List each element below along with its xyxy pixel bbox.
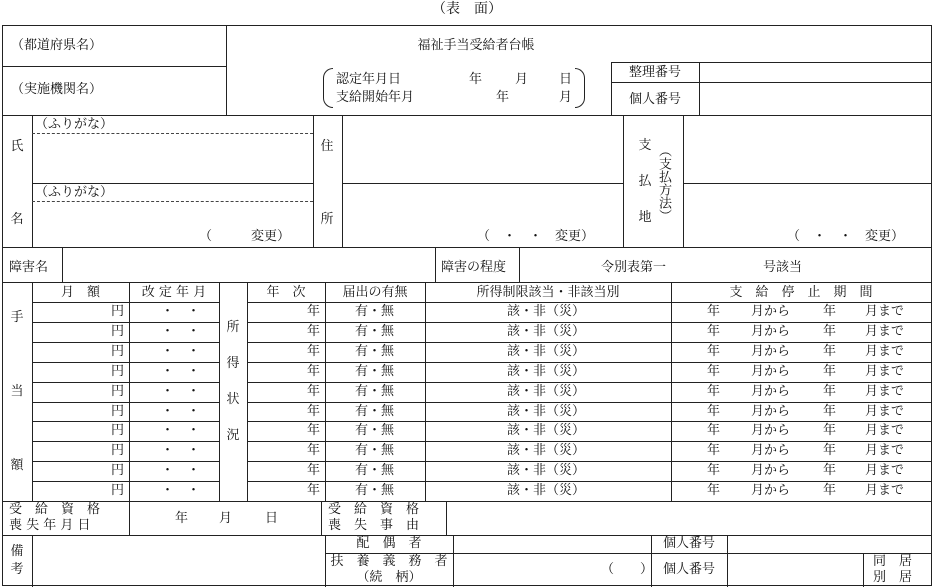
suspension-to-year: 年 xyxy=(823,443,837,458)
year-unit: 年 xyxy=(307,384,321,399)
suspension-to-month: 月まで xyxy=(865,443,905,458)
year-unit: 年 xyxy=(307,304,321,319)
revision-date-dots: ・ ・ xyxy=(161,483,201,498)
monthly-amount-header: 月 額 xyxy=(60,285,100,300)
revision-date-dots: ・ ・ xyxy=(161,344,201,359)
revision-date-dots: ・ ・ xyxy=(161,324,201,339)
suspension-to-month: 月まで xyxy=(865,463,905,478)
revision-date-dots: ・ ・ xyxy=(161,423,201,438)
yen-unit: 円 xyxy=(111,443,125,458)
year-unit: 年 xyxy=(307,364,321,379)
suspension-to-month: 月まで xyxy=(865,344,905,359)
suspension-to-year: 年 xyxy=(823,364,837,379)
suspension-to-year: 年 xyxy=(823,463,837,478)
revision-date-dots: ・ ・ xyxy=(161,404,201,419)
suspension-to-month: 月まで xyxy=(865,304,905,319)
yen-unit: 円 xyxy=(111,324,125,339)
year-unit: 年 xyxy=(307,344,321,359)
allowance-side-label: 手 xyxy=(10,310,24,325)
revision-date-dots: ・ ・ xyxy=(161,443,201,458)
suspension-from-month: 月から xyxy=(751,443,791,458)
suspension-from-month: 月から xyxy=(751,463,791,478)
ledger-title: 福祉手当受給者台帳 xyxy=(417,38,535,53)
supporter-relation-paren: （ ） xyxy=(601,562,654,577)
income-limit-value: 該・非（災） xyxy=(507,423,586,438)
spouse-personal-number-label: 個人番号 xyxy=(662,536,715,551)
yen-unit: 円 xyxy=(111,364,125,379)
address-label: 住 xyxy=(320,139,334,154)
suspension-from-year: 年 xyxy=(707,483,721,498)
remarks-label: 備 xyxy=(10,544,24,559)
suspension-from-year: 年 xyxy=(707,344,721,359)
notification-yes-no: 有・無 xyxy=(355,404,395,419)
table-one-label: 令別表第一 xyxy=(601,260,667,275)
suspension-to-month: 月まで xyxy=(865,384,905,399)
furigana-label: （ふりがな） xyxy=(35,185,114,200)
start-date-label: 支給開始年月 xyxy=(336,90,415,105)
suspension-to-month: 月まで xyxy=(865,423,905,438)
suspension-to-year: 年 xyxy=(823,423,837,438)
disability-name-label: 障害名 xyxy=(9,260,49,275)
left-brace xyxy=(323,68,333,108)
notification-header: 届出の有無 xyxy=(342,285,408,300)
suspension-from-month: 月から xyxy=(751,364,791,379)
yen-unit: 円 xyxy=(111,344,125,359)
suspension-from-year: 年 xyxy=(707,324,721,339)
suspension-from-month: 月から xyxy=(751,384,791,399)
pay-method-label: （支払方法） xyxy=(656,144,671,222)
disability-degree-label: 障害の程度 xyxy=(441,260,507,275)
revision-date-dots: ・ ・ xyxy=(161,364,201,379)
suspension-from-month: 月から xyxy=(751,423,791,438)
notification-yes-no: 有・無 xyxy=(355,483,395,498)
supporter-relation-label: （続 柄） xyxy=(356,570,422,585)
year-unit: 年 xyxy=(307,404,321,419)
suspension-to-month: 月まで xyxy=(865,364,905,379)
notification-yes-no: 有・無 xyxy=(355,304,395,319)
name-change-note: （ 変更） xyxy=(199,229,291,244)
notification-yes-no: 有・無 xyxy=(355,364,395,379)
number-applicable-label: 号該当 xyxy=(763,260,803,275)
supporter-label: 扶 養 義 務 者 xyxy=(330,554,448,569)
yen-unit: 円 xyxy=(111,483,125,498)
suspension-from-year: 年 xyxy=(707,304,721,319)
suspension-to-year: 年 xyxy=(823,384,837,399)
allowance-side-label: 額 xyxy=(10,458,24,473)
year-unit: 年 xyxy=(307,324,321,339)
suspension-from-year: 年 xyxy=(707,443,721,458)
suspension-from-year: 年 xyxy=(707,364,721,379)
year-unit: 年 xyxy=(307,483,321,498)
revision-date-dots: ・ ・ xyxy=(161,384,201,399)
supporter-personal-number-label: 個人番号 xyxy=(662,562,715,577)
loss-reason-label: 喪 失 事 由 xyxy=(328,518,420,533)
address-change-note: （ ・ ・ 変更） xyxy=(477,229,595,244)
suspension-from-month: 月から xyxy=(751,324,791,339)
address-label: 所 xyxy=(320,212,334,227)
yen-unit: 円 xyxy=(111,423,125,438)
name-label: 名 xyxy=(10,212,24,227)
notification-yes-no: 有・無 xyxy=(355,344,395,359)
yen-unit: 円 xyxy=(111,304,125,319)
pay-place-label: 払 xyxy=(638,174,652,189)
cert-date-label: 認定年月日 xyxy=(336,72,402,87)
suspension-to-year: 年 xyxy=(823,404,837,419)
income-status-label: 所 xyxy=(226,320,240,335)
suspension-from-month: 月から xyxy=(751,304,791,319)
personal-number-label: 個人番号 xyxy=(628,92,681,107)
suspension-from-year: 年 xyxy=(707,463,721,478)
income-limit-value: 該・非（災） xyxy=(507,463,586,478)
notification-yes-no: 有・無 xyxy=(355,324,395,339)
suspension-period-header: 支 給 停 止 期 間 xyxy=(729,285,873,300)
suspension-from-year: 年 xyxy=(707,404,721,419)
loss-date-label: 喪 失 年 月 日 xyxy=(9,518,91,533)
income-limit-value: 該・非（災） xyxy=(507,304,586,319)
income-limit-value: 該・非（災） xyxy=(507,324,586,339)
suspension-to-month: 月まで xyxy=(865,404,905,419)
suspension-to-year: 年 xyxy=(823,344,837,359)
notification-yes-no: 有・無 xyxy=(355,423,395,438)
prefecture-label: （都道府県名） xyxy=(11,38,103,53)
suspension-to-year: 年 xyxy=(823,324,837,339)
revision-date-header: 改 定 年 月 xyxy=(141,285,207,300)
notification-yes-no: 有・無 xyxy=(355,463,395,478)
remarks-label: 考 xyxy=(10,562,24,577)
income-status-label: 況 xyxy=(226,428,240,443)
revision-date-dots: ・ ・ xyxy=(161,463,201,478)
suspension-from-month: 月から xyxy=(751,483,791,498)
year-unit: 年 xyxy=(307,463,321,478)
suspension-to-month: 月まで xyxy=(865,483,905,498)
loss-date-label: 受 給 資 格 xyxy=(9,502,101,517)
right-brace xyxy=(575,68,585,108)
pay-place-change-note: （ ・ ・ 変更） xyxy=(787,229,905,244)
income-limit-header: 所得制限該当・非該当別 xyxy=(476,285,620,300)
year-unit: 年 xyxy=(307,423,321,438)
allowance-side-label: 当 xyxy=(10,384,24,399)
fiscal-year-header: 年 次 xyxy=(266,285,306,300)
agency-label: （実施機関名） xyxy=(11,82,103,97)
revision-date-dots: ・ ・ xyxy=(161,304,201,319)
yen-unit: 円 xyxy=(111,463,125,478)
pay-place-label: 支 xyxy=(638,138,652,153)
suspension-from-month: 月から xyxy=(751,404,791,419)
serial-number-label: 整理番号 xyxy=(628,65,681,80)
suspension-to-month: 月まで xyxy=(865,324,905,339)
separate-living-label: 別 居 xyxy=(873,570,913,585)
furigana-label: （ふりがな） xyxy=(35,117,114,132)
income-limit-value: 該・非（災） xyxy=(507,404,586,419)
cohabiting-label: 同 居 xyxy=(873,554,913,569)
suspension-from-year: 年 xyxy=(707,384,721,399)
name-label: 氏 xyxy=(10,139,24,154)
income-limit-value: 該・非（災） xyxy=(507,443,586,458)
income-limit-value: 該・非（災） xyxy=(507,364,586,379)
loss-reason-label: 受 給 資 格 xyxy=(328,502,420,517)
year-unit: 年 xyxy=(307,443,321,458)
welfare-allowance-ledger-form: （都道府県名） （実施機関名） 福祉手当受給者台帳 認定年月日 年 月 日 支給開始年月 年 月 整理番号 個人番号 （ふりがな） （ふりがな） 氏 名 （ 変更） 住 所 （ ・ ・ 変更） 支 払 地 （支払方法） （ ・ ・ 変更） 障害名 障害の程度 令別表第一 号該当 月 額 改 定 年 月 年 次 届出の有無 所得制限該当・非該当別 支 給 停 止 期 間 手 当 額 所 得 状 況 円 ・ ・ 年 有・無 該・非（災） 年 月から 年 月まで 円 ・ ・ 年 有・無 該・非（災） 年 月から 年 月まで 円 ・ ・ 年 有・無 該・非（災） 年 月から 年 月まで 円 ・ ・ 年 有・無 該・非（災） 年 月から 年 月まで 円 ・ ・ 年 有・無 該・非（災） 年 月から 年 月まで 円 ・ ・ 年 有・無 該・非（災） 年 月から 年 月まで 円 ・ ・ 年 有・無 該・非（災） 年 月から 年 月まで 円 ・ ・ 年 有・無 該・非（災） 年 月から 年 月まで 円 ・ ・ 年 有・無 該・非（災） 年 月から 年 月まで 円 ・ ・ 年 有・無 該・非（災） 年 月から 年 月まで 受 給 資 格 喪 失 年 月 日 年 月 日 受 給 資 格 喪 失 事 由 備 考 配 偶 者 個人番号 扶 養 義 務 者 （続 柄） （ ） 個人番号 同 居 別 居 xyxy=(2,25,932,586)
suspension-to-year: 年 xyxy=(823,304,837,319)
suspension-to-year: 年 xyxy=(823,483,837,498)
notification-yes-no: 有・無 xyxy=(355,384,395,399)
spouse-label: 配 偶 者 xyxy=(356,536,422,551)
suspension-from-year: 年 xyxy=(707,423,721,438)
notification-yes-no: 有・無 xyxy=(355,443,395,458)
income-limit-value: 該・非（災） xyxy=(507,344,586,359)
income-status-label: 状 xyxy=(226,392,240,407)
page-title: （表 面） xyxy=(432,1,502,17)
pay-place-label: 地 xyxy=(638,210,652,225)
suspension-from-month: 月から xyxy=(751,344,791,359)
yen-unit: 円 xyxy=(111,404,125,419)
income-status-label: 得 xyxy=(226,356,240,371)
income-limit-value: 該・非（災） xyxy=(507,384,586,399)
yen-unit: 円 xyxy=(111,384,125,399)
income-limit-value: 該・非（災） xyxy=(507,483,586,498)
